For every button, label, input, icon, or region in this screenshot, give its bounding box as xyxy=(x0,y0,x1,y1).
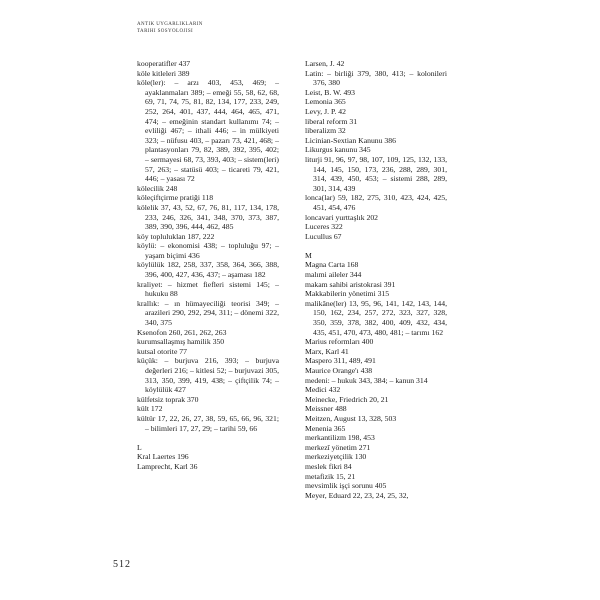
index-entry: kültür 17, 22, 26, 27, 38, 59, 65, 66, 96, 321; – bilimleri 17, 27, 29; – tarihi 59, 66 xyxy=(137,413,279,433)
index-entry: Marius reformları 400 xyxy=(305,337,374,347)
index-entry: mevsimlik işçi sorunu 405 xyxy=(305,481,387,491)
index-entry: merkantilizm 198, 453 xyxy=(305,433,375,443)
index-entry: krallık: – ın hümayeciliği teorisi 349; – arazileri 290, 292, 294, 311; – dönemi 322, 340, 375 xyxy=(137,298,279,328)
index-entry: Lamprecht, Karl 36 xyxy=(137,461,198,471)
index-entry: liturji 91, 96, 97, 98, 107, 109, 125, 132, 133, 144, 145, 150, 173, 236, 288, 289, 301, 314, 439, 450, 453; – sistemi 288, 289, 301, 314, 439 xyxy=(305,154,447,193)
section-letter: M xyxy=(305,250,312,260)
index-entry: Larsen, J. 42 xyxy=(305,59,345,68)
index-entry: makam sahibi aristokrasi 391 xyxy=(305,279,396,289)
index-entry: Maspero 311, 489, 491 xyxy=(305,356,376,366)
index-entry: Ksenofon 260, 261, 262, 263 xyxy=(137,327,227,337)
index-entry: köy topluluklan 187, 222 xyxy=(137,231,215,241)
index-entry: merkezî yönetim 271 xyxy=(305,442,371,452)
index-entry: Meinecke, Friedrich 20, 21 xyxy=(305,394,389,404)
index-entry: kooperatifler 437 xyxy=(137,59,191,68)
index-entry: kraliyet: – hizmet fiefleri sistemi 145; – hukuku 88 xyxy=(137,279,279,299)
index-entry: Meissner 488 xyxy=(305,404,347,414)
index-entry: Makkabilerin yönetimi 315 xyxy=(305,289,390,299)
index-entry: kölecilik 248 xyxy=(137,183,178,193)
index-entry: kutsal otorite 77 xyxy=(137,346,187,356)
index-entry: loncavari yurttaşlık 202 xyxy=(305,212,379,222)
index-entry: metafizik 15, 21 xyxy=(305,471,356,481)
index-column-left xyxy=(137,59,279,472)
index-entry: Levy, J. P. 42 xyxy=(305,106,346,116)
index-entry: Magna Carta 168 xyxy=(305,260,359,270)
index-entry: kurumsallaşmış hamilik 350 xyxy=(137,337,225,347)
index-entry: Marx, Karl 41 xyxy=(305,346,349,356)
index-entry: Latin: – birliği 379, 380, 413; – kolonileri 376, 380 xyxy=(305,68,447,88)
index-entry: Lemonia 365 xyxy=(305,97,346,107)
index-entry: liberalizm 32 xyxy=(305,126,346,136)
index-column-right xyxy=(305,59,447,500)
index-entry: köle(ler): – arzı 403, 453, 469; – ayaklanmaları 389; – emeği 55, 58, 62, 68, 69, 71, 74, 75, 81, 82, 134, 177, 233, 249, 252, 264, 401, 437, 444, 464, 465, 471, 474; – emeğinin standart kullanımı 74; – evliliği 467; – ithali 446; – in mülkiyeti 323; – nüfusu 403, – pazarı 73, 421, 468; – plantasyonları 79, 82, 389, 392, 395, 402; – sermayesi 68, 73, 393, 403; – sistem(leri) 57, 263; – statüsü 403; – ticareti 79, 421, 446; – yasası 72 xyxy=(137,78,279,184)
index-entry: Maurice Orange'ı 438 xyxy=(305,366,373,375)
index-entry: medeni: – hukuk 343, 384; – kanun 314 xyxy=(305,375,428,385)
running-head xyxy=(137,22,203,35)
index-entry: lonca(lar) 59, 182, 275, 310, 423, 424, 425, 451, 454, 476 xyxy=(305,193,447,212)
index-entry: Licinian-Sextian Kanunu 386 xyxy=(305,135,396,145)
index-entry: kölelik 37, 43, 52, 67, 76, 81, 117, 134, 178, 233, 246, 326, 341, 348, 370, 373, 387, 389, 390, 396, 444, 462, 485 xyxy=(137,202,279,232)
index-entry: Lucullus 67 xyxy=(305,231,342,241)
index-entry: köleçiftçirme pratiği 118 xyxy=(137,193,214,203)
index-entry: köle kitleleri 389 xyxy=(137,68,190,78)
index-entry: malikâne(ler) 13, 95, 96, 141, 142, 143, 144, 150, 162, 234, 257, 272, 323, 327, 328, 350, 359, 378, 382, 400, 409, 432, 434, 435, 451, 470, 473, 480, 481; – tarımı 162 xyxy=(305,298,447,337)
index-entry: köylü: – ekonomisi 438; – topluluğu 97; – yaşam biçimi 436 xyxy=(137,241,279,260)
index-entry: külfetsiz toprak 370 xyxy=(137,394,199,404)
index-entry: liberal reform 31 xyxy=(305,116,358,126)
index-entry: malımi aileler 344 xyxy=(305,270,362,280)
running-head-line-1: ANTIK UYGARLIKLARIN xyxy=(137,22,203,27)
index-entry: küçük: – burjuva 216, 393; – burjuva değerleri 216; – kitlesi 52; – burjuvazi 305, 313, 350, 399, 419, 438; – çiftçilik 74; – köylülük 427 xyxy=(137,356,279,395)
running-head-line-2: TARIHI SOSYOLOJISI xyxy=(137,28,194,34)
index-entry: Leist, B. W. 493 xyxy=(305,87,355,97)
section-letter: L xyxy=(137,442,142,452)
section-gap xyxy=(305,241,447,251)
index-entry: Medici 432 xyxy=(305,385,341,395)
index-entry: merkeziyetçilik 130 xyxy=(305,452,367,462)
page-number: 512 xyxy=(113,559,131,570)
index-entry: köylülük 182, 258, 337, 358, 364, 366, 388, 396, 400, 427, 436, 437; – aşaması 182 xyxy=(137,260,279,280)
index-entry: Kral Laertes 196 xyxy=(137,452,189,462)
index-entry: Meyer, Eduard 22, 23, 24, 25, 32, xyxy=(305,490,409,500)
index-entry: Meitzen, August 13, 328, 503 xyxy=(305,413,397,423)
index-entry: meslek fikri 84 xyxy=(305,461,352,471)
index-entry: Likurgus kanunu 345 xyxy=(305,145,371,155)
index-entry: Luceres 322 xyxy=(305,222,343,232)
index-entry: kült 172 xyxy=(137,404,163,414)
index-entry: Menenia 365 xyxy=(305,423,346,433)
section-gap xyxy=(137,433,279,443)
